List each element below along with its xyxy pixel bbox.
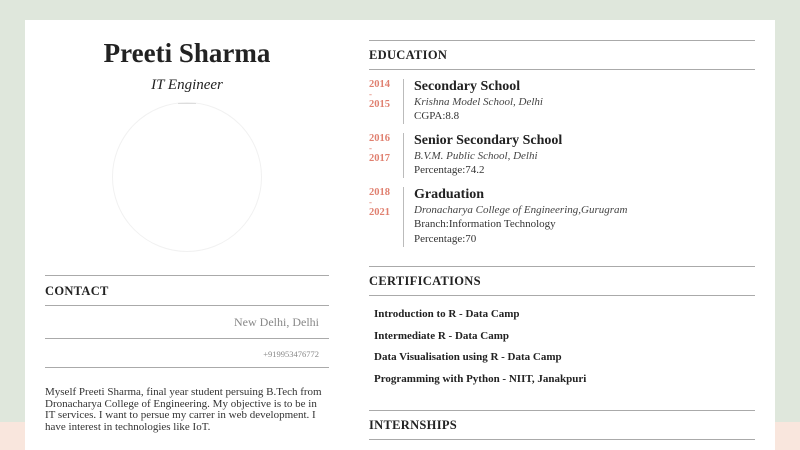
year-separator: - <box>369 197 372 207</box>
education-item <box>369 79 755 124</box>
education-title-text: Graduation <box>414 187 485 202</box>
education-detail: Branch:Information Technology <box>414 218 556 230</box>
education-body <box>403 79 543 124</box>
certifications-list <box>369 296 755 400</box>
divider <box>369 69 755 70</box>
education-detail: CGPA:8.8 <box>414 110 460 122</box>
contact-location: New Delhi, Delhi <box>234 315 319 329</box>
resume-card <box>25 20 775 450</box>
education-title: EDUCATION <box>369 48 448 62</box>
contact-title: CONTACT <box>45 284 109 298</box>
internships-title: INTERNSHIPS <box>369 418 458 432</box>
year-end: 2021 <box>369 207 390 218</box>
education-detail: Percentage:74.2 <box>414 164 485 176</box>
education-item <box>369 187 755 247</box>
education-school: B.V.M. Public School, Delhi <box>414 150 538 162</box>
year-end: 2015 <box>369 99 390 110</box>
education-title-text: Secondary School <box>414 79 521 94</box>
certification-item: Introduction to R - Data Camp <box>374 308 520 320</box>
role-divider <box>178 103 196 104</box>
profile-role: IT Engineer <box>151 77 223 93</box>
education-years <box>369 133 403 178</box>
bio-paragraph: Myself Preeti Sharma, final year student persuing B.Tech from Dronacharya College of Engineering. My objective is to be in IT services. I want to persue my carrer in web development. I have interest in technologies like IoT. <box>45 386 322 433</box>
right-column <box>369 20 755 440</box>
profile-photo-icon <box>112 102 262 252</box>
education-years <box>369 79 403 124</box>
education-item <box>369 133 755 178</box>
education-school: Krishna Model School, Delhi <box>414 96 543 108</box>
year-end: 2017 <box>369 153 390 164</box>
divider <box>369 439 755 440</box>
year-start: 2014 <box>369 79 390 90</box>
certification-item: Data Visualisation using R - Data Camp <box>374 351 562 363</box>
certifications-title: CERTIFICATIONS <box>369 274 481 288</box>
year-start: 2016 <box>369 133 390 144</box>
divider <box>45 367 329 368</box>
year-separator: - <box>369 89 372 99</box>
education-detail: Percentage:70 <box>414 233 477 245</box>
contact-section <box>45 275 329 368</box>
year-start: 2018 <box>369 187 390 198</box>
education-body <box>403 187 627 247</box>
education-body <box>403 133 562 178</box>
education-list <box>369 79 755 247</box>
profile-name: Preeti Sharma <box>103 38 271 68</box>
contact-phone[interactable]: +919953476772 <box>263 349 319 359</box>
education-years <box>369 187 403 247</box>
education-title-text: Senior Secondary School <box>414 133 563 148</box>
certification-item: Intermediate R - Data Camp <box>374 329 510 342</box>
certification-item: Programming with Python - NIIT, Janakpuri <box>374 372 587 385</box>
year-separator: - <box>369 143 372 153</box>
education-school: Dronacharya College of Engineering,Gurugram <box>414 204 628 216</box>
